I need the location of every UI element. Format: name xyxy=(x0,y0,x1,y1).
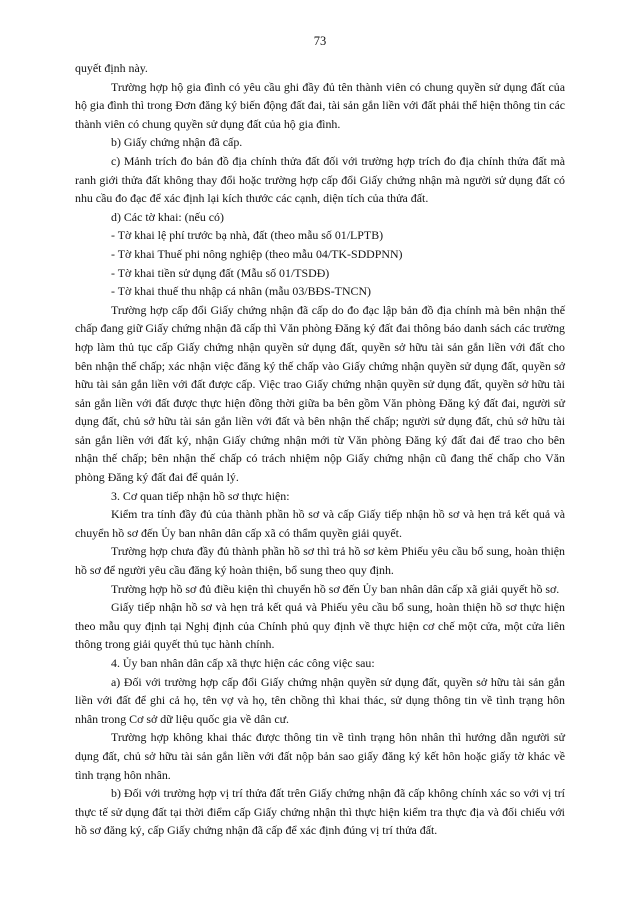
paragraph: b) Giấy chứng nhận đã cấp. xyxy=(111,135,243,150)
paragraph: Trường hợp không khai thác được thông tin về tình trạng hôn nhân thì hướng dẫn người sử dụng đất, chủ sở hữu tài sản gắn liền với đất nộp bản sao giấy đăng ký kết hôn hoặc giấy tờ khác về tình trạng hôn nhân. xyxy=(75,730,565,782)
paragraph: d) Các tờ khai: (nếu có) xyxy=(111,209,224,224)
paragraph: Trường hợp chưa đầy đủ thành phần hồ sơ thì trả hồ sơ kèm Phiếu yêu cầu bổ sung, hoàn thiện hồ sơ để người yêu cầu đăng ký hoàn thiện, bổ sung theo quy định. xyxy=(75,544,565,578)
paragraph: Giấy tiếp nhận hồ sơ và hẹn trả kết quả và Phiếu yêu cầu bổ sung, hoàn thiện hồ sơ thực hiện theo mẫu quy định tại Nghị định của Chính phủ quy định về thực hiện cơ chế một cửa, một cửa liên thông trong giải quyết thủ tục hành chính. xyxy=(75,600,565,652)
paragraph: - Tờ khai thuế thu nhập cá nhân (mẫu 03/BĐS-TNCN) xyxy=(111,284,372,299)
paragraph: a) Đối với trường hợp cấp đổi Giấy chứng nhận quyền sử dụng đất, quyền sở hữu tài sản gắn liền với đất để ghi cả họ, tên vợ và họ, tên chồng thì khai thác, sử dụng thông tin về tình trạng hôn nhân trong Cơ sở dữ liệu quốc gia về dân cư. xyxy=(75,674,565,726)
paragraph: b) Đối với trường hợp vị trí thửa đất trên Giấy chứng nhận đã cấp không chính xác so với vị trí thực tế sử dụng đất tại thời điểm cấp Giấy chứng nhận thì thực hiện kiểm tra thực địa và đối chiếu với hồ sơ đăng ký, cấp Giấy chứng nhận đã cấp để xác định đúng vị trí thửa đất. xyxy=(75,786,565,838)
paragraph: Trường hợp hộ gia đình có yêu cầu ghi đầy đủ tên thành viên có chung quyền sử dụng đất của hộ gia đình thì trong Đơn đăng ký biến động đất đai, tài sản gắn liền với đất phải thể hiện thông tin các thành viên có chung quyền sử dụng đất của hộ gia đình. xyxy=(75,79,565,131)
paragraph: - Tờ khai lệ phí trước bạ nhà, đất (theo mẫu số 01/LPTB) xyxy=(111,228,384,243)
page-number: 73 xyxy=(313,34,327,48)
paragraph: 4. Ủy ban nhân dân cấp xã thực hiện các công việc sau: xyxy=(111,656,375,670)
paragraph: c) Mảnh trích đo bản đồ địa chính thửa đất đối với trường hợp trích đo địa chính thửa đất mà ranh giới thửa đất không thay đổi hoặc trường hợp cấp đổi Giấy chứng nhận mà người sử dụng đất có nhu cầu đo đạc để xác định lại kích thước các cạnh, diện tích của thửa đất. xyxy=(75,153,565,206)
paragraph: Kiểm tra tính đầy đủ của thành phần hồ sơ và cấp Giấy tiếp nhận hồ sơ và hẹn trả kết quả và chuyển hồ sơ đến Ủy ban nhân dân cấp xã có thẩm quyền giải quyết. xyxy=(75,507,565,540)
paragraph: Trường hợp hồ sơ đủ điều kiện thì chuyển hồ sơ đến Ủy ban nhân dân cấp xã giải quyết hồ sơ. xyxy=(111,581,560,596)
paragraph: 3. Cơ quan tiếp nhận hồ sơ thực hiện: xyxy=(111,488,290,503)
paragraph: Trường hợp cấp đổi Giấy chứng nhận đã cấp do đo đạc lập bản đồ địa chính mà bên nhận thế chấp đang giữ Giấy chứng nhận đã cấp thì Văn phòng Đăng ký đất đai thông báo danh sách các trường hợp làm thủ tục cấp Giấy chứng nhận quyền sử dụng đất, quyền sở hữu tài sản gắn liền với đất cho bên nhận thế chấp; xác nhận việc đăng ký thế chấp vào Giấy chứng nhận quyền sử dụng đất, quyền sở hữu tài sản gắn liền với đất được cấp. Việc trao Giấy chứng nhận quyền sử dụng đất, quyền sở hữu tài sản gắn liền với đất được thực hiện đồng thời giữa ba bên gồm Văn phòng Đăng ký đất đai, người sử dụng đất, chủ sở hữu tài sản gắn liền với đất và bên nhận thế chấp; người sử dụng đất, chủ sở hữu tài sản gắn liền với đất ký, nhận Giấy chứng nhận mới từ Văn phòng Đăng ký đất đai để trao cho bên nhận thế chấp; bên nhận thế chấp có trách nhiệm nộp Giấy chứng nhận cũ đang thế chấp cho Văn phòng Đăng ký đất đai để quản lý. xyxy=(75,302,565,485)
document-body xyxy=(75,59,565,840)
paragraph: - Tờ khai tiền sử dụng đất (Mẫu số 01/TSDĐ) xyxy=(111,265,330,280)
paragraph: - Tờ khai Thuế phi nông nghiệp (theo mẫu 04/TK-SDDPNN) xyxy=(111,246,403,261)
paragraph: quyết định này. xyxy=(75,61,148,75)
